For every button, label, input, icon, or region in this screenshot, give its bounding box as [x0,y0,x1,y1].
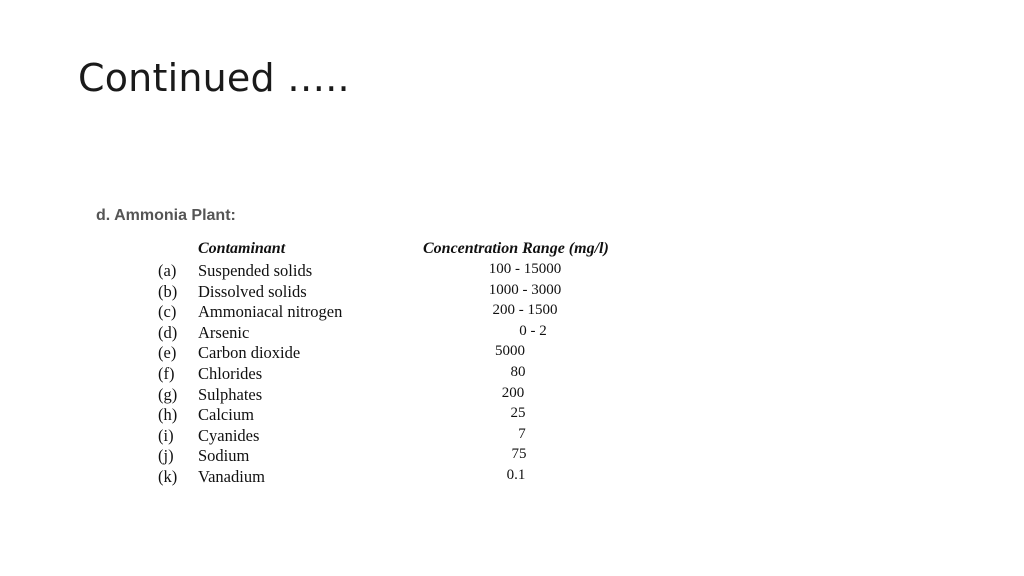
contaminant-name: Arsenic [198,322,250,342]
concentration-range: 7 [518,425,526,442]
contaminant-column-header: Contaminant [198,240,286,257]
row-letter: (j) [158,446,174,466]
table-row [155,405,645,426]
concentration-range: 5000 [495,343,525,360]
row-letter: (c) [158,302,177,322]
contaminant-name: Sodium [198,446,250,466]
concentration-range: 200 - 1500 [492,302,558,319]
contaminant-table [155,236,645,490]
contaminant-name: Suspended solids [198,261,313,280]
section-heading: d. Ammonia Plant: [96,207,236,224]
table-row [155,446,645,467]
contaminant-name: Chlorides [198,364,263,383]
table-row [155,343,645,364]
row-letter: (a) [158,261,177,280]
range-column-header: Concentration Range (mg/l) [423,240,609,257]
row-letter: (k) [158,467,178,486]
row-letter: (b) [158,281,178,301]
row-letter: (g) [158,384,178,404]
table-row [155,302,645,323]
row-letter: (i) [158,425,174,445]
row-letter: (e) [158,343,177,363]
concentration-range: 25 [510,405,526,422]
row-letter: (f) [158,364,175,383]
table-row [155,282,645,303]
row-letter: (h) [158,405,178,425]
concentration-range: 1000 - 3000 [488,281,562,298]
contaminant-name: Calcium [198,405,254,425]
concentration-range: 0.1 [506,467,526,483]
table-row [155,261,645,282]
contaminant-name: Sulphates [198,384,263,404]
table-row [155,426,645,447]
contaminant-name: Carbon dioxide [198,343,301,363]
row-letter: (d) [158,322,178,342]
contaminant-name: Vanadium [198,467,265,486]
concentration-range: 75 [511,446,527,463]
contaminant-name: Dissolved solids [198,281,307,301]
concentration-range: 200 [501,384,525,401]
table-row [155,467,645,488]
contaminant-name: Ammoniacal nitrogen [198,302,343,322]
table-row [155,385,645,406]
concentration-range: 0 - 2 [519,322,547,339]
concentration-range: 100 - 15000 [488,261,562,277]
table-row [155,323,645,344]
concentration-range: 80 [510,364,526,380]
contaminant-name: Cyanides [198,425,260,445]
slide-title: Continued ….. [78,56,350,100]
table-row [155,364,645,385]
